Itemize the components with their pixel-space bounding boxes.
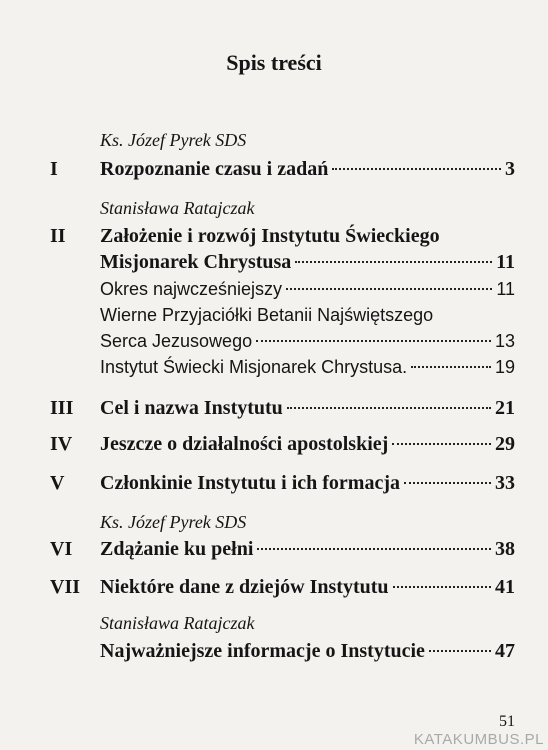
toc-entry <box>100 640 515 666</box>
toc-entry <box>100 251 515 277</box>
entry-title: Rozpoznanie czasu i zadań <box>100 158 329 180</box>
leader-dots <box>295 261 492 263</box>
subentry-title: Instytut Świecki Misjonarek Chrystusa. <box>100 357 408 377</box>
entry-author: Stanisława Ratajczak <box>100 198 255 218</box>
leader-dots <box>411 366 491 368</box>
page-number: 33 <box>495 472 515 494</box>
entry-author: Stanisława Ratajczak <box>100 613 255 633</box>
leader-dots <box>404 482 491 484</box>
toc-entry <box>100 433 515 459</box>
toc-subentry <box>100 357 515 383</box>
entry-title: Najważniejsze informacje o Instytucie <box>100 640 425 662</box>
chapter-number: III <box>50 397 74 419</box>
page-number: 41 <box>495 576 515 598</box>
page-number: 13 <box>494 331 515 351</box>
toc-entry <box>100 397 515 423</box>
page-number: 11 <box>496 279 515 299</box>
page-title: Spis treści <box>226 50 322 75</box>
leader-dots <box>287 407 491 409</box>
toc-entry <box>100 538 515 564</box>
leader-dots <box>286 288 492 290</box>
toc-entry <box>100 576 515 602</box>
entry-title: Zdążanie ku pełni <box>100 538 254 560</box>
page-number: 11 <box>496 251 515 273</box>
chapter-number: II <box>50 225 66 247</box>
page-number: 38 <box>495 538 515 560</box>
page-number: 47 <box>495 640 515 662</box>
entry-title: Niektóre dane z dziejów Instytutu <box>100 576 389 598</box>
chapter-number: I <box>50 158 58 180</box>
page-number: 3 <box>505 158 515 180</box>
chapter-number: IV <box>50 433 73 455</box>
chapter-number: VI <box>50 538 73 560</box>
folio-page-number: 51 <box>499 713 515 730</box>
leader-dots <box>332 168 501 170</box>
entry-author: Ks. Józef Pyrek SDS <box>100 512 247 532</box>
entry-title: Cel i nazwa Instytutu <box>100 397 283 419</box>
entry-title-line: Założenie i rozwój Instytutu Świeckiego <box>100 225 440 247</box>
chapter-number: V <box>50 472 65 494</box>
entry-author: Ks. Józef Pyrek SDS <box>100 130 247 150</box>
leader-dots <box>257 548 491 550</box>
toc-subentry <box>100 279 515 305</box>
page-number: 19 <box>494 357 515 377</box>
entry-title: Członkinie Instytutu i ich formacja <box>100 472 400 494</box>
subentry-title-line: Wierne Przyjaciółki Betanii Najświętszego <box>100 305 434 325</box>
watermark: KATAKUMBUS.PL <box>413 731 544 748</box>
toc-subentry <box>100 331 515 357</box>
subentry-title: Okres najwcześniejszy <box>100 279 283 299</box>
leader-dots <box>392 443 491 445</box>
subentry-title: Serca Jezusowego <box>100 331 253 351</box>
chapter-number: VII <box>50 576 81 598</box>
leader-dots <box>429 650 491 652</box>
entry-title: Jeszcze o działalności apostolskiej <box>100 433 389 455</box>
leader-dots <box>393 586 491 588</box>
leader-dots <box>256 340 491 342</box>
toc-entry <box>100 472 515 498</box>
page-number: 29 <box>495 433 515 455</box>
toc-entry <box>100 158 515 184</box>
page-number: 21 <box>495 397 515 419</box>
entry-title: Misjonarek Chrystusa <box>100 251 292 273</box>
